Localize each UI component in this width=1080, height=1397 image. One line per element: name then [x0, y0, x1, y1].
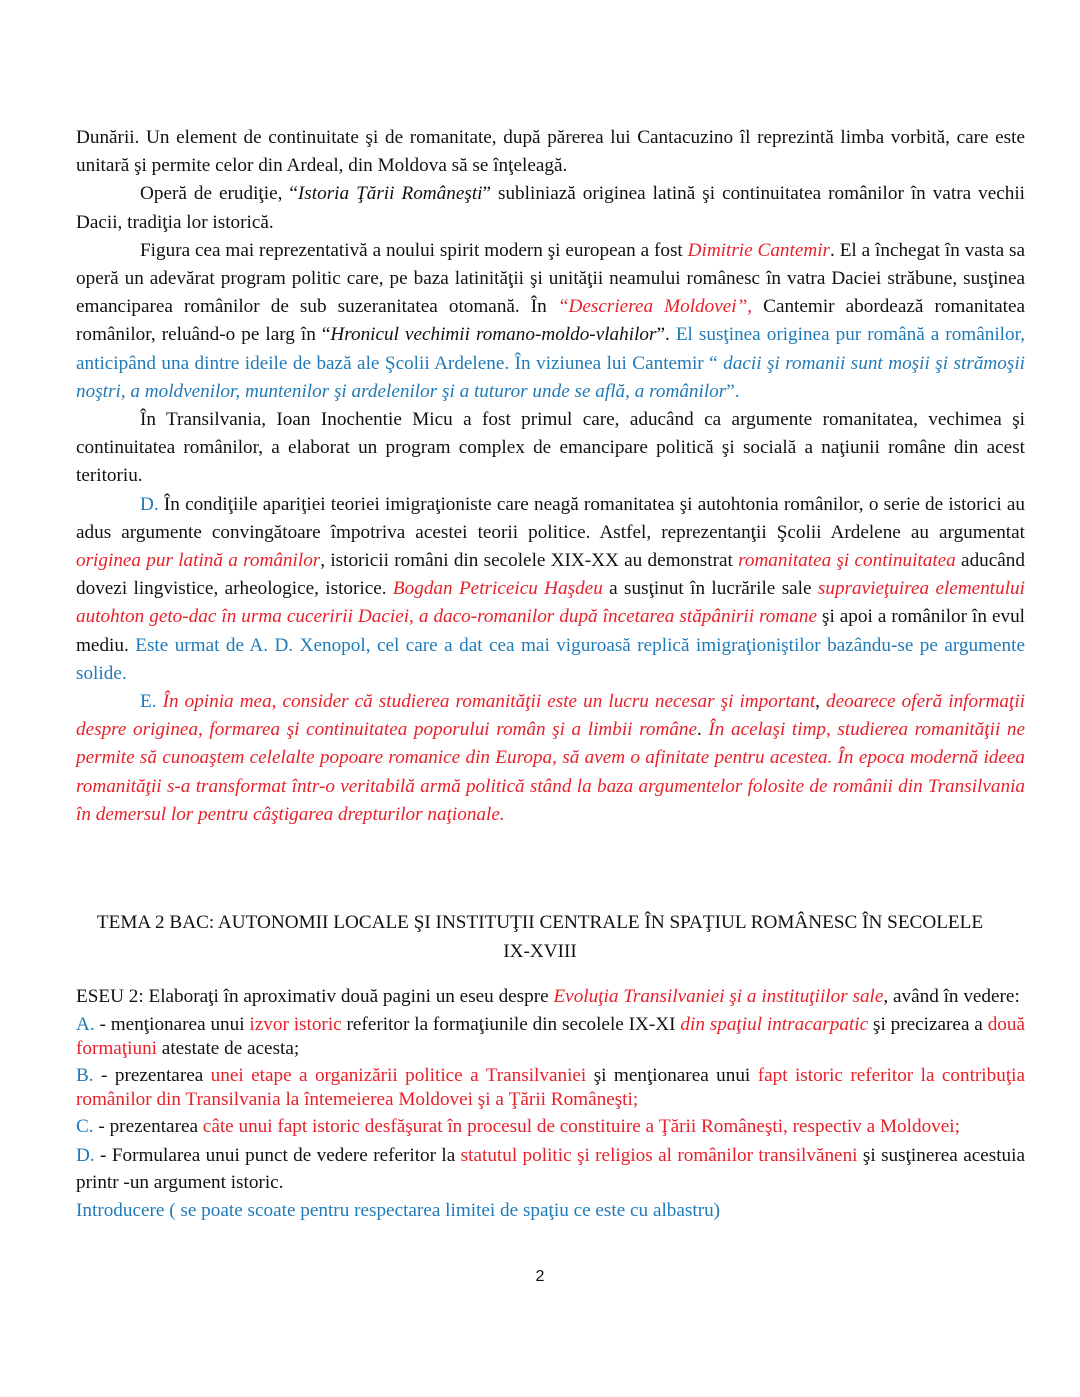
paragraph-cantacuzino — [76, 124, 1025, 180]
text: - prezentarea — [93, 1065, 211, 1086]
paragraph-micu — [76, 406, 1025, 491]
page-number: 2 — [535, 1268, 545, 1285]
text: Operă de erudiţie, “ — [140, 183, 298, 205]
text: Cantemir abordează romanitatea românilor, reluând-o pe larg în “ — [76, 296, 1026, 346]
highlight: romanitatea şi continuitatea — [738, 550, 956, 572]
text: ESEU 2: Elaboraţi în aproximativ două pagini un eseu despre — [76, 986, 554, 1007]
highlight: fapt istoric referitor la contribuţia românilor din Transilvania la întemeierea Moldovei şi a Ţării Româneşti; — [76, 1065, 1025, 1110]
highlight: În acelaşi timp, studierea romanităţii ne permite să cunoaştem celelalte popoare romanice din Europa, să avem o afinitate pentru acestea. În epoca modernă ideea romanităţii s-a transformat într-o veritabilă armă politică stând la baza argumentelor folosite de românii din Transilvania în demersul lor pentru câştigarea drepturilor naţionale. — [76, 719, 1026, 825]
heading-line: TEMA 2 BAC: AUTONOMII LOCALE ŞI INSTITUŢII CENTRALE ÎN SPAŢIUL ROMÂNESC ÎN SECOLELE — [96, 912, 984, 933]
text: , — [815, 691, 827, 713]
highlight: originea pur latină a românilor — [76, 550, 321, 572]
text: referitor la formaţiunile din secolele IX-XI — [341, 1014, 681, 1035]
highlight-name: Dimitrie Cantemir — [687, 239, 831, 261]
highlight: supravieţuirea elementului autohton geto-dac în urma cuceririi Daciei, a daco-romanilor după încetarea stăpânirii romane — [76, 578, 1025, 628]
item-label: C. — [76, 1116, 94, 1137]
work-title: “Descrierea Moldovei”, — [557, 296, 753, 318]
item-label: D. — [76, 1145, 95, 1166]
highlight: unei etape a organizării politice a Transilvaniei — [210, 1065, 587, 1086]
task-item-a — [76, 1013, 1025, 1061]
topic: Evoluţia Transilvaniei şi a instituţiilor sale — [553, 986, 884, 1007]
highlight: două formaţiuni — [76, 1014, 1025, 1059]
text: a susţinut în lucrările sale — [602, 578, 818, 600]
text: - prezentarea — [93, 1116, 203, 1137]
item-label: A. — [76, 1014, 95, 1035]
text: . El a închegat în vasta sa operă un adevărat program politic care, pe baza latinităţii şi unităţii neamului românesc în vatra Daciei străbune, susţinea emanciparea românilor de sub suzeranitatea otomană. În — [76, 239, 1025, 318]
text: ”. — [656, 324, 676, 346]
highlight: câte unui fapt istoric desfăşurat în procesul de constituire a Ţării Româneşti, respectiv a Moldovei; — [202, 1116, 960, 1137]
text: , istoricii români din secolele XIX-XX au demonstrat — [320, 550, 739, 572]
task-intro — [76, 983, 1025, 1010]
essay-task — [76, 983, 1025, 1223]
highlight: În opinia mea, consider că studierea romanităţii este un lucru necesar şi important — [156, 691, 816, 713]
text: şi apoi a românilor în evul mediu. — [76, 606, 1025, 656]
document-body — [76, 124, 1025, 829]
text: aducând dovezi lingvistice, arheologice, istorice. — [76, 550, 1025, 600]
text: - menţionarea unui — [94, 1014, 250, 1035]
highlight: statutul politic şi religios al românilor transilvăneni — [460, 1145, 858, 1166]
text: În Transilvania, Ioan Inochentie Micu a fost primul care, aducând ca argumente romanitatea, vechimea şi continuitatea românilor, a elaborat un program complex de emancipare politică şi socială a naţiunii române din acest teritoriu. — [76, 409, 1025, 487]
text: şi precizarea a — [868, 1014, 988, 1035]
task-item-d — [76, 1142, 1025, 1196]
blue-text: ”. — [726, 380, 740, 402]
paragraph-istoria — [76, 180, 1025, 236]
section-heading — [20, 908, 1060, 966]
heading-line: IX-XVIII — [503, 941, 577, 962]
quote: dacii şi romanii sunt moşii şi strămoşii noştri, a moldvenilor, muntenilor şi ardelenilor şi a tuturor unde se află, a românilor — [76, 352, 1025, 402]
work-title: Hronicul vechimii romano-moldo-vlahilor — [330, 324, 657, 346]
paragraph-text: Dunării. Un element de continuitate şi de romanitate, după părerea lui Cantacuzino îl reprezintă limba vorbită, care este unitară şi permite celor din Ardeal, din Moldova să se înţeleagă. — [76, 127, 1025, 177]
text: atestate de acesta; — [157, 1038, 300, 1059]
text: În condiţiile apariţiei teoriei imigraţioniste care neagă romanitatea şi autohtonia românilor, o serie de istorici au adus argumente convingătoare împotriva acestei teorii politice. Astfel, reprezentanţii Şcolii Ardelene au argumentat — [76, 493, 1025, 543]
text: şi menţionarea unui — [586, 1065, 758, 1086]
text: Figura cea mai reprezentativă a noului spirit modern şi european a fost — [140, 239, 688, 261]
work-title: Istoria Ţării Româneşti — [297, 183, 483, 205]
text: - Formularea unui punct de vedere referitor la — [94, 1145, 461, 1166]
task-item-c — [76, 1115, 1025, 1139]
introducere-note: Introducere ( se poate scoate pentru respectarea limitei de spaţiu ce este cu albastru) — [76, 1200, 721, 1221]
highlight: din spaţiul intracarpatic — [680, 1014, 869, 1035]
paragraph-e — [76, 688, 1025, 829]
highlight: deoarece oferă informaţii despre originea, formarea şi continuitatea poporului român şi a limbii române — [76, 691, 1025, 741]
task-item-b — [76, 1064, 1025, 1112]
paragraph-cantemir — [76, 237, 1025, 406]
highlight: izvor istoric — [249, 1014, 342, 1035]
text: , având în vedere: — [883, 986, 1020, 1007]
paragraph-d — [76, 491, 1025, 688]
section-label: D. — [140, 493, 159, 515]
text: şi susţinerea acestuia printr -un argument istoric. — [76, 1145, 1025, 1193]
highlight: Bogdan Petriceicu Haşdeu — [392, 578, 603, 600]
text: . — [697, 719, 709, 741]
blue-text: El susţinea originea pur română a românilor, anticipând una dintre ideile de bază ale Şcolii Ardelene. În viziunea lui Cantemir “ — [76, 324, 1025, 374]
text: ” subliniază originea latină şi continuitatea românilor în vatra vechii Dacii, tradiţia lor istorică. — [76, 183, 1025, 233]
blue-text: Este urmat de A. D. Xenopol, cel care a dat cea mai viguroasă replică imigraţioniştilor bazându-se pe argumente solide. — [76, 634, 1026, 684]
section-label: E. — [140, 691, 157, 713]
item-label: B. — [76, 1065, 94, 1086]
